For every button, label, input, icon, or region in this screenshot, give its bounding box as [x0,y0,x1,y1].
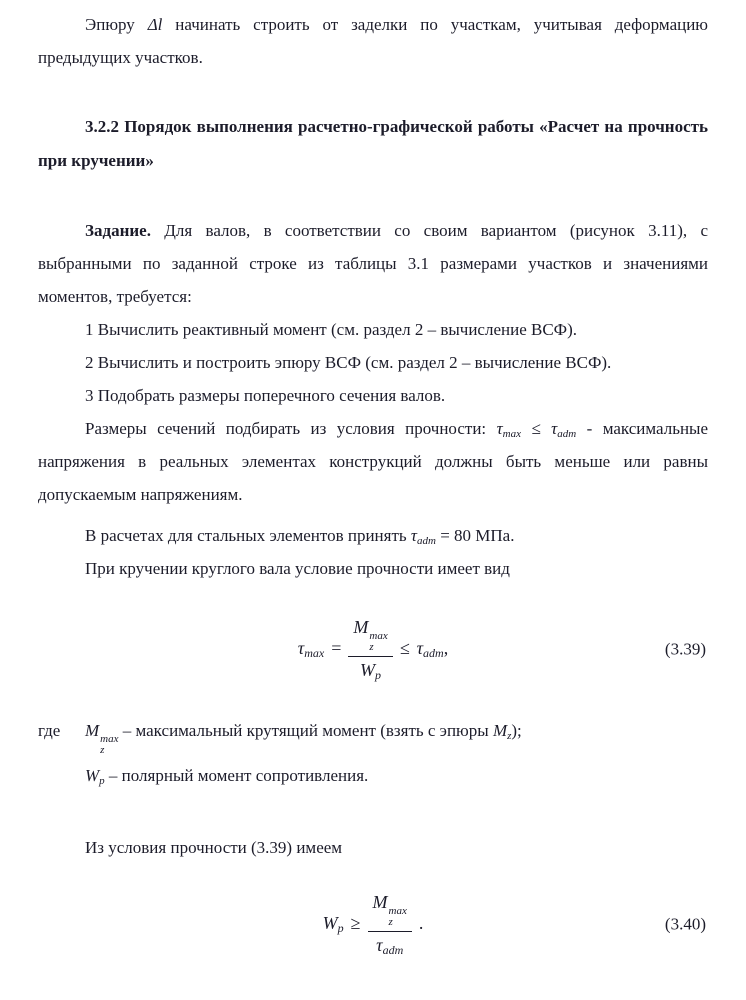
task-text: Для валов, в соответствии со своим вариантом (рисунок 3.11), с выбранными по заданной строке из таблицы 3.1 размерами участков и значениями моментов, требуется: [38,221,709,306]
equation-3-40-body [323,892,424,956]
tau-adm-symbol: τ [410,526,417,545]
torque-symbol: M [353,617,369,637]
torque-symbol: M [372,891,388,912]
equals-sign: = [331,638,342,659]
strength-condition-paragraph [38,412,708,511]
less-equal-sign: ≤ [531,419,541,438]
tau-adm-subscript: adm [382,942,404,957]
comma: , [443,638,449,659]
steel-paragraph [38,519,708,552]
fraction [368,892,412,956]
tau-max-subscript: max [502,428,521,440]
intro-text-after: начинать строить от заделки по участкам, учитывая деформацию предыдущих участков. [38,15,709,67]
equation-3-39 [38,617,708,681]
torsion-intro-paragraph: При кручении круглого вала условие прочности имеет вид [85,559,510,578]
strength-text-after: - максимальные напряжения в реальных элементах конструкций должны быть меньше или равны допускаемым напряжениям. [38,419,709,504]
equation-3-39-body [298,617,448,681]
polar-modulus-subscript: p [99,774,105,787]
fraction-denominator [348,657,392,681]
equation-number-3-40: (3.40) [664,914,706,934]
tau-max-symbol: τ [297,638,305,659]
equation-3-40 [38,892,708,956]
polar-modulus-subscript: p [337,921,344,936]
fraction-numerator [348,617,392,657]
torque-diagram-symbol: M [492,720,508,740]
period: . [418,913,424,934]
tau-max-symbol: τ [496,419,503,438]
polar-modulus-subscript: p [375,668,382,682]
greater-equal-sign: ≥ [350,913,361,934]
task-label: Задание. [85,221,151,240]
fraction-denominator [368,932,412,956]
tau-adm-subscript: adm [423,646,444,661]
where-block [38,711,708,795]
torque-sup-sub: max z [100,732,119,756]
torque-diagram-subscript: z [507,729,512,742]
task-paragraph [38,214,708,313]
tau-adm-subscript: adm [417,535,436,547]
tau-adm-symbol: τ [416,638,424,659]
fraction [348,617,392,681]
step-item-1: 1 Вычислить реактивный момент (см. раздел 2 – вычисление ВСФ). [85,320,578,339]
less-equal-sign: ≤ [399,638,410,659]
where-close: ); [511,720,522,740]
step-item-2: 2 Вычислить и построить эпюру ВСФ (см. раздел 2 – вычисление ВСФ). [85,353,612,372]
step-item-3: 3 Подобрать размеры поперечного сечения валов. [85,386,446,405]
steel-text-before: В расчетах для стальных элементов принять [85,526,411,545]
polar-modulus-symbol: W [85,765,100,785]
delta-l-symbol: Δl [147,15,163,34]
tau-adm-symbol: τ [551,419,558,438]
where-modulus-text: – полярный момент сопротивления. [104,765,369,785]
polar-modulus-symbol: W [360,660,376,680]
where-line-torque [38,711,708,756]
from-condition-paragraph: Из условия прочности (3.39) имеем [85,837,343,857]
where-label: где [38,720,61,740]
intro-paragraph [38,8,708,74]
equation-number-3-39: (3.39) [664,639,706,659]
fraction-numerator [368,892,412,932]
polar-modulus-symbol: W [322,913,338,934]
torque-sup-sub: max z [388,904,407,928]
tau-max-subscript: max [304,646,325,661]
tau-adm-subscript: adm [557,428,577,440]
intro-text-before: Эпюру [85,15,148,34]
where-line-modulus [38,756,708,795]
strength-text-before: Размеры сечений подбирать из условия прочности: [85,419,497,438]
torque-sup-sub: max z [369,630,388,653]
tau-adm-symbol: τ [376,934,383,955]
torque-symbol: M [85,720,100,740]
section-heading: 3.2.2 Порядок выполнения расчетно-графической работы «Расчет на прочность при кручении» [38,117,708,170]
steel-text-after: = 80 МПа. [435,526,515,545]
where-torque-text: – максимальный крутящий момент (взять с эпюры [118,720,493,740]
